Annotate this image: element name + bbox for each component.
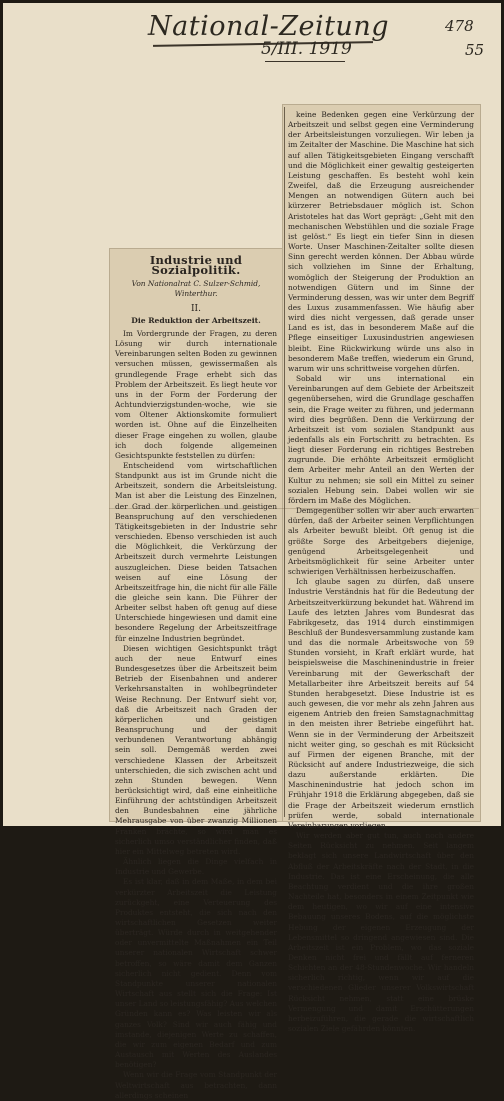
handwritten-date-underline bbox=[265, 61, 345, 62]
column-1-paragraph: Im Vordergrunde der Fragen, zu deren Lösung wir durch internationale Vereinbarungen selten Boden zu gewinnen versuchen müssen, gewissermaßen als grundlegende Frage erhebt sich das Problem der Arbeitszeit. Es liegt heute vor uns in der Form der Forderung der Achtundvierzigstunden-woche, wie sie vom Oltener Aktionskomite formuliert worden ist. Ohne auf die Einzelheiten dieser Frage eingehen zu wollen, glaube ich doch folgende allgemeinen Gesichtspunkte feststellen zu dürfen: bbox=[115, 328, 277, 460]
column-2-paragraph: Ich glaube sagen zu dürfen, daß unsere Industrie Verständnis hat für die Bedeutung der Arbeitszeitverkürzung bekundet hat. Während im Laufe des letzten Jahres vom Bundesrat das Fabrikgesetz, das 1914 durch einstimmigen Beschluß der Bundesversammlung zustande kam und das die normale Arbeitswoche von 59 Stunden vorsieht, in Kraft erklärt wurde, hat beispielsweise die Maschinenindustrie in freier Vereinbarung mit der Gewerkschaft der Metallarbeiter ihre Arbeitszeit bereits auf 54 Stunden herabgesetzt. Diese Industrie ist es auch gewesen, die vor mehr als zehn Jahren aus eigenem Antrieb den freien Samstagnachmittag in den meisten ihrer Betriebe eingeführt hat. Wenn sie in der Verminderung der Arbeitszeit nicht weiter ging, so geschah es mit Rücksicht auf Firmen der eigenen Branche, mit der Rücksicht auf andere Industriezweige, die sich dazu außerstande erklärten. Die Maschinenindustrie hat jedoch schon im Frühjahr 1918 die Erklärung abgegeben, daß sie die Frage der Arbeitszeit wiederum ernstlich prüfen werde, sobald internationale Vereinbarungen vorliegen. bbox=[288, 577, 474, 830]
column-2-paragraph: Wir werden aber gut tun, auch noch andere Seiten Rücksicht zu nehmen. Seit langem beklagt sich unsere Landwirtschaft über den Abfluß der Arbeitskräfte nach der Stadt, in die Industrie. Das ist eine Erscheinung, die alle Beachtung verdient und die ihre großen Nachteile hat, besonders in einem Zeitpunkt wie dem heutigen, wo wir auf eine intensive Bebauung unseres Bodens, auf die möglichste Hebung der eigenen Erzeugung der Lebensmittel so dringend angewiesen sind. Die Arbeitszeit ist ein Problem, wo das soziale Denken nicht frei und fällt auf ferneren Schichten an der 48-Stundenwoche. Wir handeln sicherlich richtig, wenn wir auf die verschiedenen Glieder unserer Volkswirtschaft Rücksicht nehmen, statt eine brüske Vermengung und damit Erschütterungen herbeizuführen, die gerade die wirtschaftlich sozialen Ziele gefährden könnten. bbox=[288, 831, 474, 1034]
article-column-2 bbox=[288, 110, 474, 1034]
column-1-paragraph: Wenn wir die Frage vom Standpunkt der Weltwirtschaft aus betrachten, dann allerdings scheinen bbox=[115, 1070, 277, 1100]
column-divider bbox=[284, 107, 285, 817]
column-2-paragraph: Sobald wir uns international ein Vereinbarungen auf dem Gebiete der Arbeitszeit gegenübersehen, wird die Grundlage geschaffen sein, die Frage weiter zu führen, und jedermann wird dies begrüßen. Denn die Verkürzung der Arbeitszeit ist vom sozialen Standpunkt aus jedenfalls als ein Fortschritt zu betrachten. Es liegt dieser Forderung ein richtiges Bestreben zugrunde. Die erhöhte Arbeitszeit ermöglicht dem Arbeiter mehr Anteil an den Werten der Kultur zu nehmen; sie soll ein Mittel zu seiner sozialen Hebung sein. Dabei wollen wir sie fördern im Maße des Möglichen. bbox=[288, 374, 474, 505]
archive-sheet bbox=[3, 3, 501, 1100]
article-author: Von Nationalrat C. Sulzer-Schmid, Winterthur. bbox=[131, 279, 261, 299]
article-column-1 bbox=[115, 253, 277, 1100]
column-1-paragraph: Es ist klar, daß in dem Maße, in dem bei verkürzter Arbeitszeit die Leistung zurückgeht, eine Verteuerung des Produktes entsteht, die sich nach den wirtschaftlichen Gesetzen weiter überträgt. Würde durch in weitgehender oder unvermittelte Maßnahmen ein Teil unserer nationalen Wirtschaft schwer betroffen, so wäre damit dem Ganzen sicherlich nicht gedient. Denn vom Standpunkte unserer nationalen Wirtschaft aus stellt sich die Frage: Ist unser Land so leistungsfähig? Aus welchen Gründen kann es? Was leisten wir als ganzes Volk? Sind wir auch fähig und imstande, diejenigen Werte zu schaffen, die wir zum eigenen Bedarf und zum Austausch mit Werten des Auslandes benötigen? bbox=[115, 877, 277, 1070]
handwritten-corner-mark-1: 478 bbox=[445, 17, 474, 35]
column-2-paragraph: keine Bedenken gegen eine Verkürzung der Arbeitszeit und selbst gegen eine Verminderung der Arbeitsleistungen vorzuliegen. Wir leben ja im Zeitalter der Maschine. Die Maschine hat sich auf allen Tätigkeitsgebieten Eingang verschafft und die Möglichkeit einer gewaltig gesteigerten Leistung geschaffen. Es besteht wohl kein Zweifel, daß die Erzeugung ausreichender Mengen an notwendigen Gütern auch bei kürzerer Betriebsdauer möglich ist. Schon Aristoteles hat das Wort geprägt: „Geht mit den mechanischen Webstühlen und die soziale Frage ist gelöst.“ Es liegt ein tiefer Sinn in diesen Worte. Unser Maschinen-Zeitalter sollte diesen Sinn gerecht werden können. Der Abbau würde sich vollziehen im Sinne der Erhaltung, womöglich der Steigerung der Produktion an notwendigen Gütern und im Sinne der Verminderung dessen, was wir unter dem Begriff des Luxus zusammenfassen. Wie häufig aber wird dies nicht vergessen, daß gerade unser Land es ist, das in besonderem Maße auf die Pflege einseitiger Luxusindustrien angewiesen bleibt. Eine Rückwirkung würde uns also in besonderem Maße treffen, wiederum ein Grund, warum wir uns schrittweise vorgehen dürfen. bbox=[288, 110, 474, 373]
handwritten-date: 5/III. 1919 bbox=[261, 39, 352, 59]
column-2-paragraph: Demgegenüber sollen wir aber auch erwarten dürfen, daß der Arbeiter seinen Verpflichtungen als Arbeiter bewußt bleibt. Oft genug ist die größte Sorge des Arbeitgebers diejenige, genügend Arbeitsgelegenheit und Arbeitsmöglichkeit für seine Arbeiter unter schwierigen Verhältnissen herbeizuschaffen. bbox=[288, 506, 474, 577]
column-1-paragraph: Entscheidend vom wirtschaftlichen Standpunkt aus ist im Grunde nicht die Arbeitszeit, sondern die Arbeitsleistung. Man ist aber die Leistung des Einzelnen, der Grad der körperlichen und geistigen Beanspruchung auf den verschiedenen Tätigkeitsgebieten in der Industrie sehr verschieden. Ebenso verschieden ist auch die Möglichkeit, die Verkürzung der Arbeitszeit durch vermehrte Leistungen auszugleichen. Diese beiden Tatsachen weisen auf eine Lösung der Arbeitszeitfrage hin, die nicht für alle Fälle die gleiche sein kann. Die Führer der Arbeiter selbst haben oft genug auf diese Unterschiede hingewiesen und damit eine besondere Regelung der Arbeitszeitfrage für einzelne Industrien begründet. bbox=[115, 460, 277, 643]
article-subheading: Die Reduktion der Arbeitszeit. bbox=[131, 315, 261, 325]
article-title: Industrie und Sozialpolitik. bbox=[149, 253, 243, 278]
column-1-paragraph: Diesen wichtigen Gesichtspunkt trägt auch der neue Entwurf eines Bundesgesetzes über die Arbeitszeit beim Betrieb der Eisenbahnen und anderer Verkehrsanstalten in wohlbegründeter Weise Rechnung. Der Entwurf sieht vor, daß die Arbeitszeit nach Graden der körperlichen und geistigen Beanspruchung und der damit verbundenen Verantwortung abhängig sein soll. Demgemäß werden zwei verschiedene Klassen der Arbeitszeit unterschieden, die sich zwischen acht und zehn Stunden bewegen. Wenn berücksichtigt wird, daß eine einheitliche Einführung der achtstündigen Arbeitszeit den Bundesbahnen eine jährliche Mehrausgabe von über zwanzig Millionen Franken brächte, so wird man es sicherlich umso verständlicher finden, daß hier ein Mittelweg betreten wird. bbox=[115, 643, 277, 856]
article-section-number: II. bbox=[191, 303, 201, 314]
handwritten-newspaper-name: National-Zeitung bbox=[148, 11, 389, 42]
handwritten-corner-mark-2: 55 bbox=[465, 41, 485, 59]
column-1-paragraph: Ähnlich liegen die Dinge vielfach in Industrie und Gewerbe. bbox=[115, 857, 277, 877]
